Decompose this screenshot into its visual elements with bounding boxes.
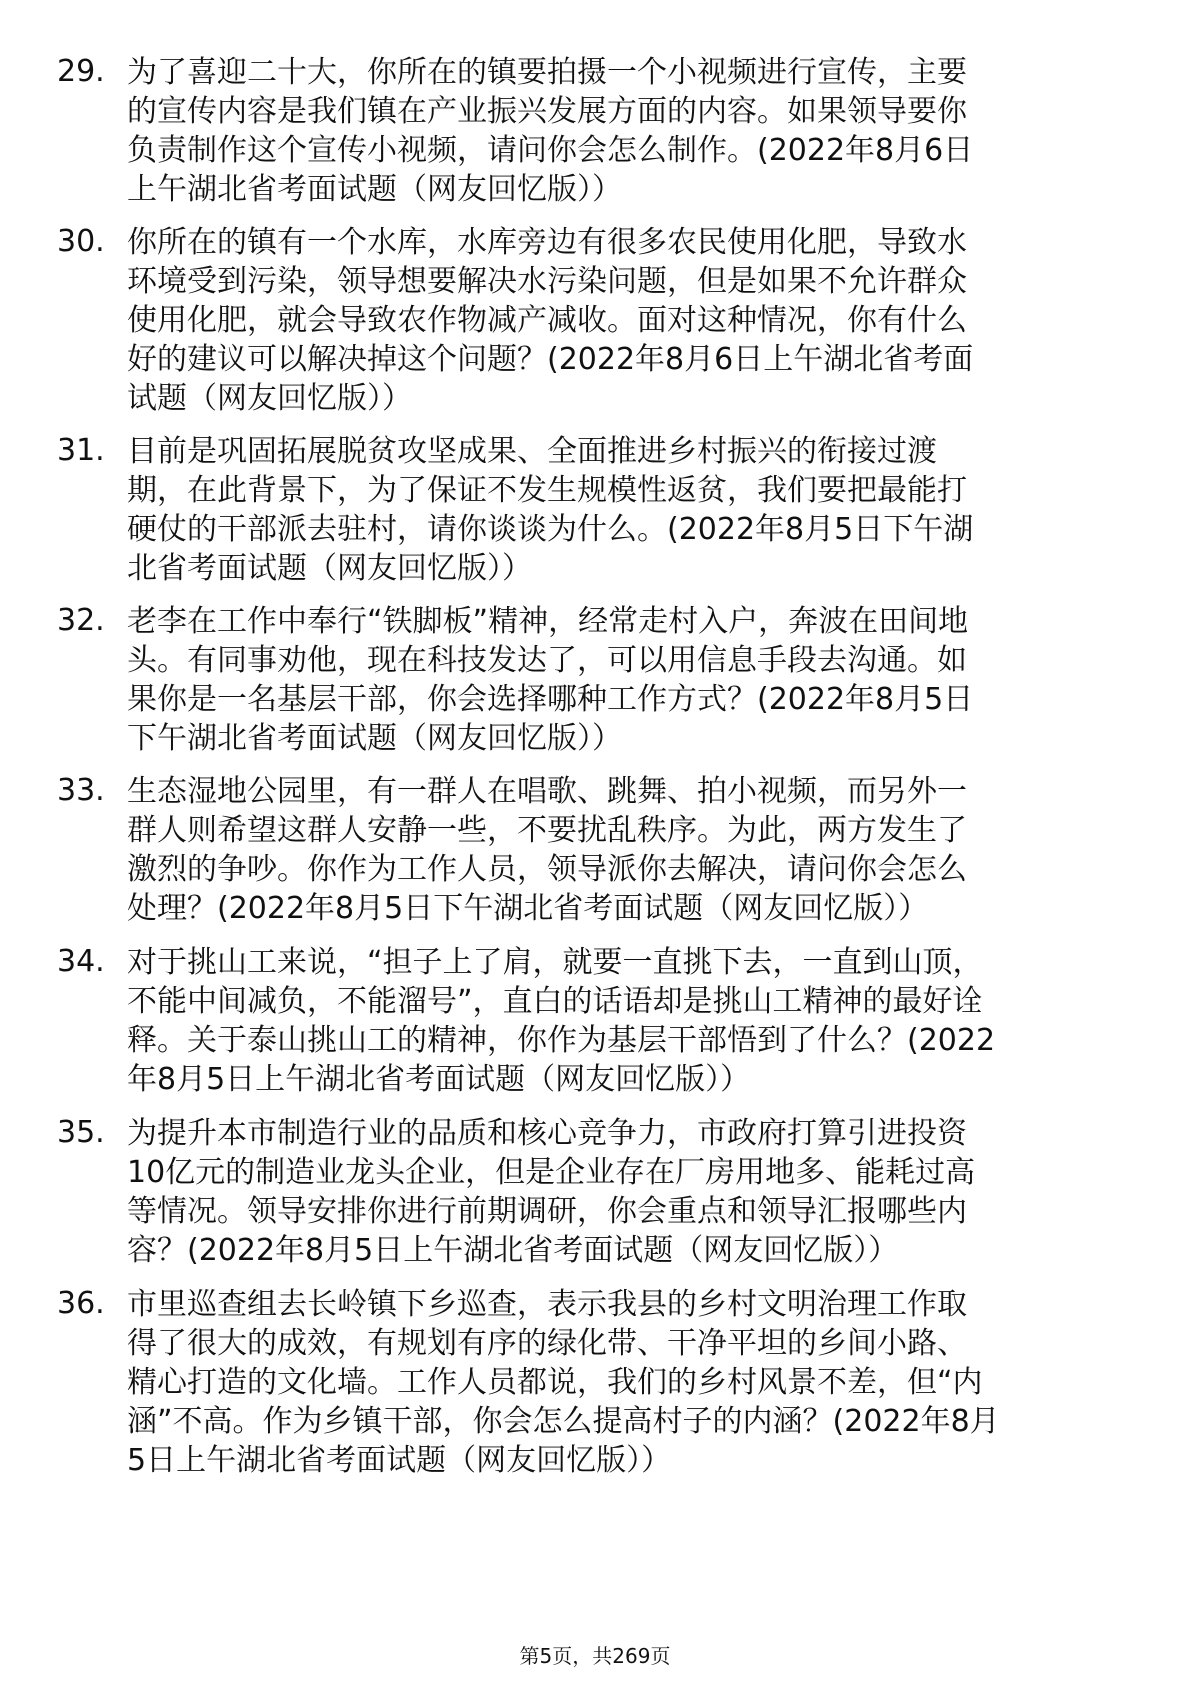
text-line: 老李在工作中奉行“铁脚板”精神，经常走村入户，奔波在田间地 (127, 604, 969, 639)
text-line: 上午湖北省考面试题（网友回忆版）） (127, 172, 622, 207)
question-number: 35. (57, 1115, 105, 1150)
question-text (127, 53, 1137, 209)
question-text (127, 602, 1137, 758)
text-line: 市里巡查组去长岭镇下乡巡查，表示我县的乡村文明治理工作取 (127, 1287, 967, 1322)
text-line: 的宣传内容是我们镇在产业振兴发展方面的内容。如果领导要你 (127, 94, 967, 129)
text-line: 试题（网友回忆版）） (127, 381, 412, 416)
question-34 (57, 943, 1137, 1099)
question-29 (57, 53, 1137, 209)
text-line: 5日上午湖北省考面试题（网友回忆版）） (127, 1443, 672, 1478)
question-text (127, 432, 1137, 588)
question-text (127, 1114, 1137, 1270)
question-33 (57, 772, 1137, 928)
text-line: 对于挑山工来说，“担子上了肩，就要一直挑下去，一直到山顶， (127, 945, 983, 980)
question-text (127, 223, 1137, 418)
text-line: 环境受到污染，领导想要解决水污染问题，但是如果不允许群众 (127, 264, 967, 299)
question-number: 30. (57, 224, 105, 259)
text-line: 你所在的镇有一个水库，水库旁边有很多农民使用化肥，导致水 (127, 225, 967, 260)
question-text (127, 943, 1137, 1099)
text-line: 年8月5日上午湖北省考面试题（网友回忆版）） (127, 1062, 751, 1097)
text-line: 得了很大的成效，有规划有序的绿化带、干净平坦的乡间小路、 (127, 1326, 967, 1361)
text-line: 等情况。领导安排你进行前期调研，你会重点和领导汇报哪些内 (127, 1194, 967, 1229)
question-number: 31. (57, 433, 105, 468)
question-31 (57, 432, 1137, 588)
text-line: 头。有同事劝他，现在科技发达了，可以用信息手段去沟通。如 (127, 643, 967, 678)
text-line: 北省考面试题（网友回忆版）） (127, 551, 532, 586)
question-35 (57, 1114, 1137, 1270)
question-text (127, 1285, 1137, 1480)
question-number: 29. (57, 54, 105, 89)
text-line: 果你是一名基层干部，你会选择哪种工作方式？(2022年8月5日 (127, 682, 974, 717)
text-line: 期，在此背景下，为了保证不发生规模性返贫，我们要把最能打 (127, 473, 967, 508)
text-line: 涵”不高。作为乡镇干部，你会怎么提高村子的内涵？(2022年8月 (127, 1404, 1000, 1439)
text-line: 为提升本市制造行业的品质和核心竞争力，市政府打算引进投资 (127, 1116, 967, 1151)
question-number: 36. (57, 1286, 105, 1321)
text-line: 释。关于泰山挑山工的精神，你作为基层干部悟到了什么？(2022 (127, 1023, 996, 1058)
question-text (127, 772, 1137, 928)
text-line: 不能中间减负，不能溜号”，直白的话语却是挑山工精神的最好诠 (127, 984, 983, 1019)
text-line: 容？(2022年8月5日上午湖北省考面试题（网友回忆版）） (127, 1233, 899, 1268)
text-line: 10亿元的制造业龙头企业，但是企业存在厂房用地多、能耗过高 (127, 1155, 976, 1190)
text-line: 下午湖北省考面试题（网友回忆版）） (127, 721, 622, 756)
text-line: 使用化肥，就会导致农作物减产减收。面对这种情况，你有什么 (127, 303, 967, 338)
text-line: 为了喜迎二十大，你所在的镇要拍摄一个小视频进行宣传，主要 (127, 55, 967, 90)
page-footer: 第5页，共269页 (519, 1644, 671, 1668)
question-number: 33. (57, 773, 105, 808)
text-line: 群人则希望这群人安静一些，不要扰乱秩序。为此，两方发生了 (127, 813, 967, 848)
question-number: 34. (57, 944, 105, 979)
question-30 (57, 223, 1137, 418)
text-line: 处理？(2022年8月5日下午湖北省考面试题（网友回忆版）） (127, 891, 929, 926)
text-line: 硬仗的干部派去驻村，请你谈谈为什么。(2022年8月5日下午湖 (127, 512, 974, 547)
text-line: 激烈的争吵。你作为工作人员，领导派你去解决，请问你会怎么 (127, 852, 967, 887)
question-36 (57, 1285, 1137, 1480)
text-line: 负责制作这个宣传小视频，请问你会怎么制作。(2022年8月6日 (127, 133, 974, 168)
text-line: 生态湿地公园里，有一群人在唱歌、跳舞、拍小视频，而另外一 (127, 774, 967, 809)
question-32 (57, 602, 1137, 758)
text-line: 精心打造的文化墙。工作人员都说，我们的乡村风景不差，但“内 (127, 1365, 983, 1400)
text-line: 目前是巩固拓展脱贫攻坚成果、全面推进乡村振兴的衔接过渡 (127, 434, 937, 469)
text-line: 好的建议可以解决掉这个问题？(2022年8月6日上午湖北省考面 (127, 342, 974, 377)
question-number: 32. (57, 603, 105, 638)
